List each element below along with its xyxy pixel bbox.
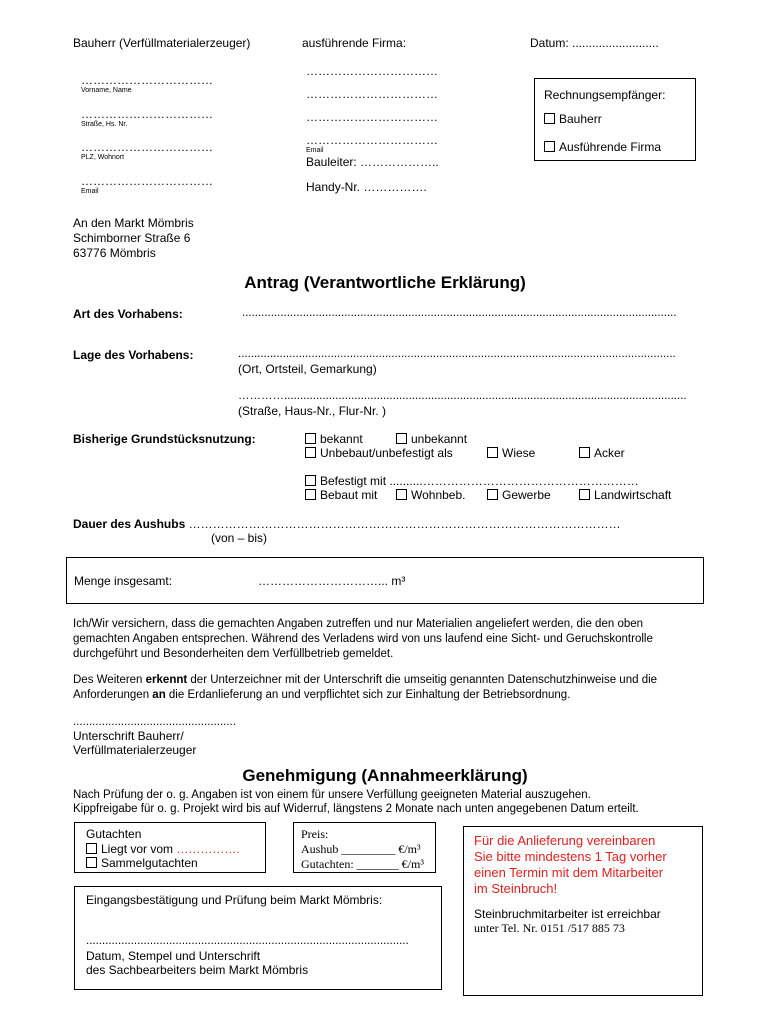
notice-line-1: Für die Anlieferung vereinbaren	[474, 833, 656, 848]
checkbox-landwirtschaft[interactable]: Landwirtschaft	[579, 488, 671, 502]
checkbox-icon[interactable]	[396, 433, 407, 444]
bauleiter-field[interactable]: Bauleiter: ………………..	[306, 155, 439, 169]
signature-caption-1: Unterschrift Bauherr/	[73, 729, 184, 743]
genehmigung-line-2: Kippfreigabe für o. g. Projekt wird bis auf Widerruf, längstens 2 Monate nach unten angegebenen Datum erteilt.	[73, 803, 639, 815]
checkbox-wiese[interactable]: Wiese	[487, 446, 535, 460]
preis-box	[293, 822, 436, 873]
street-field[interactable]: ……………………………	[81, 107, 213, 121]
firma-email-caption: Email	[306, 147, 324, 154]
datum-stempel-caption: Datum, Stempel und Unterschrift	[86, 949, 261, 963]
checkbox-sammelgutachten[interactable]: Sammelgutachten	[86, 856, 198, 870]
datum-field[interactable]: Datum: ..........................	[530, 36, 659, 50]
nutzung-label: Bisherige Grundstücksnutzung:	[73, 432, 256, 446]
liegt-vor-date-field[interactable]: …………….	[176, 842, 240, 856]
address-line-1: An den Markt Mömbris	[73, 216, 194, 230]
checkbox-bebaut[interactable]: Bebaut mit	[305, 488, 377, 502]
firma-field-2[interactable]: ……………………………	[306, 87, 438, 101]
checkbox-unbebaut[interactable]: Unbebaut/unbefestigt als	[305, 446, 453, 460]
dauer-label: Dauer des Aushubs	[73, 517, 186, 531]
checkbox-icon[interactable]	[86, 843, 97, 854]
checkbox-icon[interactable]	[305, 489, 316, 500]
gutachten-preis-field[interactable]: Gutachten: _______ €/m³	[301, 857, 424, 871]
genehmigung-title: Genehmigung (Annahmeerklärung)	[242, 766, 528, 785]
checkbox-icon[interactable]	[579, 489, 590, 500]
signature-caption-2: Verfüllmaterialerzeuger	[73, 743, 197, 757]
contact-line-2: unter Tel. Nr. 0151 /517 885 73	[474, 921, 625, 935]
genehmigung-line-1: Nach Prüfung der o. g. Angaben ist von einem für unsere Verfüllung geeigneten Material auszugehen.	[73, 789, 591, 801]
antrag-title: Antrag (Verantwortliche Erklärung)	[244, 273, 526, 292]
bauherr-label: Bauherr (Verfüllmaterialerzeuger)	[73, 36, 251, 50]
eingang-signature-line[interactable]: .....................................................................................................	[86, 935, 409, 947]
checkbox-icon[interactable]	[544, 141, 555, 152]
gutachten-title: Gutachten	[86, 827, 142, 841]
checkbox-bekannt[interactable]: bekannt	[305, 432, 363, 446]
checkbox-icon[interactable]	[579, 447, 590, 458]
plz-field[interactable]: ……………………………	[81, 140, 213, 154]
eingang-title: Eingangsbestätigung und Prüfung beim Markt Mömbris:	[86, 893, 383, 907]
art-label: Art des Vorhabens:	[73, 307, 183, 321]
handy-field[interactable]: Handy-Nr. …………….	[306, 180, 427, 194]
checkbox-icon[interactable]	[396, 489, 407, 500]
aushub-preis-field[interactable]: Aushub _________ €/m³	[301, 842, 421, 856]
menge-label: Menge insgesamt:	[74, 574, 173, 588]
rechnung-title: Rechnungsempfänger:	[544, 88, 666, 102]
checkbox-icon[interactable]	[305, 475, 316, 486]
checkbox-icon[interactable]	[305, 433, 316, 444]
checkbox-icon[interactable]	[487, 447, 498, 458]
notice-box	[463, 826, 703, 996]
lage-label: Lage des Vorhabens:	[73, 348, 194, 362]
notice-line-3: einen Termin mit dem Mitarbeiter	[474, 865, 664, 880]
sachbearbeiter-caption: des Sachbearbeiters beim Markt Mömbris	[86, 963, 309, 977]
name-field[interactable]: ……………………………	[81, 73, 213, 87]
firma-label: ausführende Firma:	[302, 36, 407, 50]
menge-field[interactable]: …………………………... m³	[258, 574, 406, 588]
dauer-field[interactable]: ………………………………………………………………………………………………	[188, 517, 621, 531]
address-line-3: 63776 Mömbris	[73, 246, 156, 260]
notice-line-2: Sie bitte mindestens 1 Tag vorher	[474, 849, 667, 864]
menge-box	[66, 557, 704, 604]
plz-caption: PLZ, Wohnort	[81, 154, 125, 161]
preis-title: Preis:	[301, 827, 329, 841]
email-field[interactable]: ……………………………	[81, 174, 213, 188]
rechnung-option-firma[interactable]: Ausführende Firma	[544, 140, 661, 154]
checkbox-befestigt[interactable]: Befestigt mit ..........………………………………………………	[305, 474, 639, 488]
dauer-hint: (von – bis)	[211, 531, 268, 545]
name-caption: Vorname, Name	[81, 87, 132, 94]
firma-field-1[interactable]: ……………………………	[306, 64, 438, 78]
signature-line[interactable]: ...................................................	[73, 716, 236, 728]
checkbox-liegt-vor[interactable]: Liegt vor vom …………….	[86, 842, 240, 856]
notice-line-4: im Steinbruch!	[474, 881, 558, 896]
strasse-hint: (Straße, Haus-Nr., Flur-Nr. )	[238, 404, 387, 418]
street-caption: Straße, Hs. Nr.	[81, 121, 128, 128]
lage-hint: (Ort, Ortsteil, Gemarkung)	[238, 362, 377, 376]
gutachten-box	[74, 822, 266, 873]
checkbox-gewerbe[interactable]: Gewerbe	[487, 488, 551, 502]
rechnung-box	[534, 78, 696, 161]
contact-line-1: Steinbruchmitarbeiter ist erreichbar	[474, 907, 661, 921]
checkbox-icon[interactable]	[544, 113, 555, 124]
eingang-box	[74, 886, 442, 990]
checkbox-acker[interactable]: Acker	[579, 446, 625, 460]
checkbox-icon[interactable]	[86, 857, 97, 868]
checkbox-icon[interactable]	[487, 489, 498, 500]
lage-field[interactable]: .........................................................................................................................................	[238, 348, 676, 360]
checkbox-wohnbeb[interactable]: Wohnbeb.	[396, 488, 466, 502]
art-field[interactable]: ........................................................................................................................................	[242, 307, 677, 319]
firma-field-3[interactable]: ……………………………	[306, 110, 438, 124]
strasse-field[interactable]: …………..............................................................................................................................	[238, 390, 687, 402]
dauer-row[interactable]	[73, 517, 697, 531]
email-caption: Email	[81, 188, 99, 195]
firma-email-field[interactable]: ……………………………	[306, 133, 438, 147]
versicherung-paragraph: Ich/Wir versichern, dass die gemachten Angaben zutreffen und nur Materialien angeliefert werden, die den oben gemachten Angaben entsprechen. Während des Verladens wird von uns laufend eine Sicht- und Geruchskontrolle durchgeführt und Besonderheiten dem Verfüllbetrieb gemeldet.	[73, 618, 653, 660]
checkbox-icon[interactable]	[305, 447, 316, 458]
rechnung-option-bauherr[interactable]: Bauherr	[544, 112, 602, 126]
datenschutz-paragraph: Des Weiteren erkennt der Unterzeichner mit der Unterschrift die umseitig genannten Datenschutzhinweise und die Anforderungen an die Erdanlieferung an und verpflichtet sich zur Einhaltung der Betriebsordnung.	[73, 674, 658, 701]
checkbox-unbekannt[interactable]: unbekannt	[396, 432, 467, 446]
address-line-2: Schimborner Straße 6	[73, 231, 191, 245]
